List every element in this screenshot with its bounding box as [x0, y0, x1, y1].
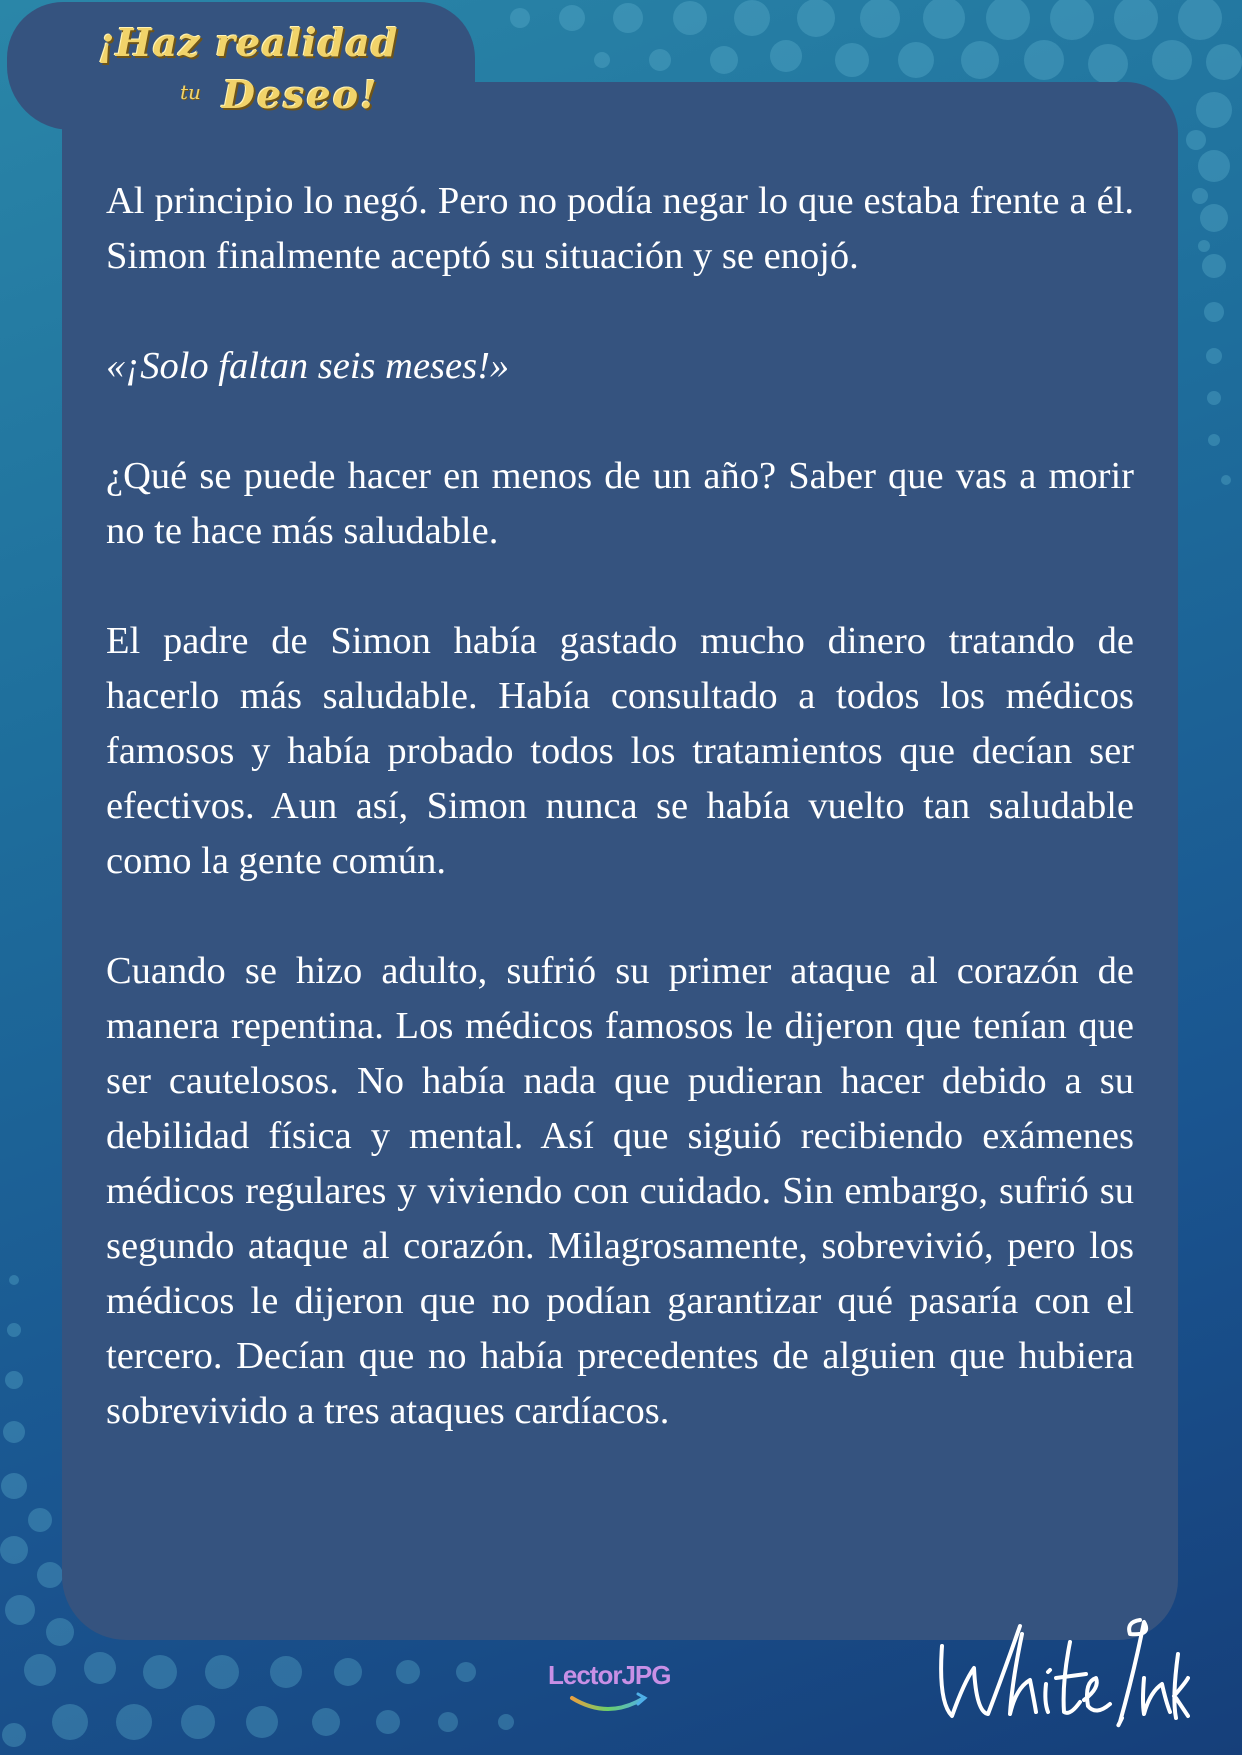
watermark-logo [548, 1660, 692, 1720]
paragraph-1: Al principio lo negó. Pero no podía negar lo que estaba frente a él. Simon finalmente aceptó su situación y se enojó. [106, 180, 1134, 277]
logo-line2-small: tu [180, 80, 201, 104]
logo-line2: Deseo! [222, 72, 379, 117]
signature-graphic [930, 1612, 1190, 1732]
header-logo [92, 14, 399, 124]
paragraph-5: Cuando se hizo adulto, sufrió su primer ataque al corazón de manera repentina. Los médicos famosos le dijeron que tenían que ser cautelosos. No había nada que pudieran hacer debido a su debilidad física y mental. Así que siguió recibiendo exámenes médicos regulares y viviendo con cuidado. Sin embargo, sufrió su segundo ataque al corazón. Milagrosamente, sobrevivió, pero los médicos le dijeron que no podían garantizar qué pasaría con el tercero. Decían que no había precedentes de alguien que hubiera sobrevivido a tres ataques cardíacos. [106, 950, 1134, 1432]
signature-white-ink [930, 1612, 1190, 1732]
paragraph-3: ¿Qué se puede hacer en menos de un año? Saber que vas a morir no te hace más saludable. [106, 455, 1134, 552]
story-text [106, 174, 1134, 1494]
paragraph-2-quote: «¡Solo faltan seis meses!» [106, 345, 510, 387]
paragraph-4: El padre de Simon había gastado mucho dinero tratando de hacerlo más saludable. Había consultado a todos los médicos famosos y había probado todos los tratamientos que decían ser efectivos. Aun así, Simon nunca se había vuelto tan saludable como la gente común. [106, 620, 1134, 882]
watermark-text: LectorJPG [548, 1660, 671, 1690]
logo-line1: ¡Haz realidad [98, 20, 399, 65]
